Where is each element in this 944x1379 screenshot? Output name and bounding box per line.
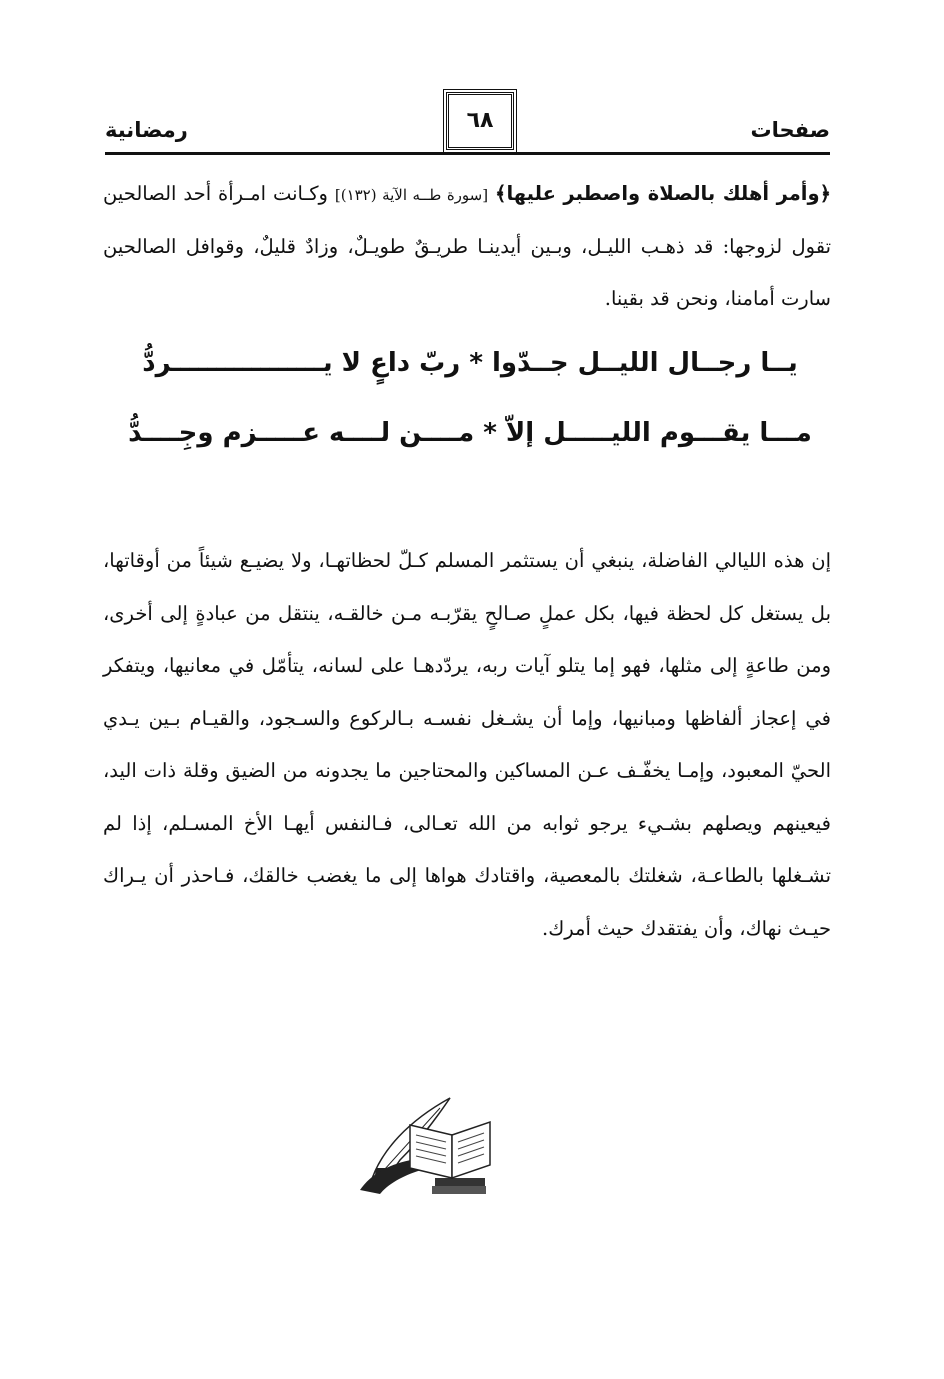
body-paragraph — [103, 535, 831, 955]
verse-reference: [سورة طــه الآية (١٣٢)] — [334, 186, 489, 204]
quran-verse: ﴿وأمر أهلك بالصلاة واصطبر عليها﴾ — [495, 182, 832, 205]
running-title-right: صفحات — [750, 118, 830, 142]
poem-line-1: يــا رجــال الليــل جــدّوا * ربّ داعٍ لا يـــــــــــــــــردُّ — [142, 348, 798, 378]
open-book-quill-icon — [340, 1090, 510, 1200]
intro-paragraph — [103, 168, 831, 325]
page-number-box — [446, 92, 514, 150]
page-header — [105, 92, 830, 152]
header-rule — [105, 152, 830, 155]
body-text: إن هذه الليالي الفاضلة، ينبغي أن يستثمر المسلم كـلّ لحظاتهـا، ولا يضيـع شيئاً من أوقاتها، بل يستغل كل لحظة فيها، بكل عملٍ صـالحٍ يقرّبـه مـن خالقـه، ينتقل من عبادةٍ إلى أخرى، ومن طاعةٍ إلى مثلها، فهو إما يتلو آيات ربه، يردّدهـا على لسانه، يتأمّل في معانيها، ويتفكر في إعجاز ألفاظها ومبانيها، وإما أن يشـغل نفسـه بـالركوع والسـجود، والقيـام بـين يـدي الحيّ المعبود، وإمـا يخفّـف عـن المساكين والمحتاجين ما يجدونه من الضيق وقلة ذات اليد، فيعينهم ويصلهم بشـيء يرجو ثوابه من الله تعـالى، فـالنفس أيهـا الأخ المسـلم، إذا لم تشـغلها بالطاعـة، شغلتك بالمعصية، واقتادك هواها إلى ما يغضب خالقك، فـاحذر أن يـراك حيـث نهاك، وأن يفتقدك حيث أمرك. — [103, 549, 831, 940]
poem-line-2: مـــا يقـــوم الليـــــل إلاّ * مــــن لــــه عـــــزم وجِــــدُّ — [128, 418, 812, 448]
page-number: ٦٨ — [466, 108, 494, 133]
running-title-left: رمضانية — [105, 118, 188, 142]
intro-text: وكـانت امـرأة أحد الصالحين تقول لزوجها: قد ذهـب الليـل، وبـين أيدينـا طريـقٌ طويـلٌ، وزادٌ قليلٌ، وقوافل الصالحين سارت أمامنا، ونحن قد بقينا. — [103, 182, 831, 310]
